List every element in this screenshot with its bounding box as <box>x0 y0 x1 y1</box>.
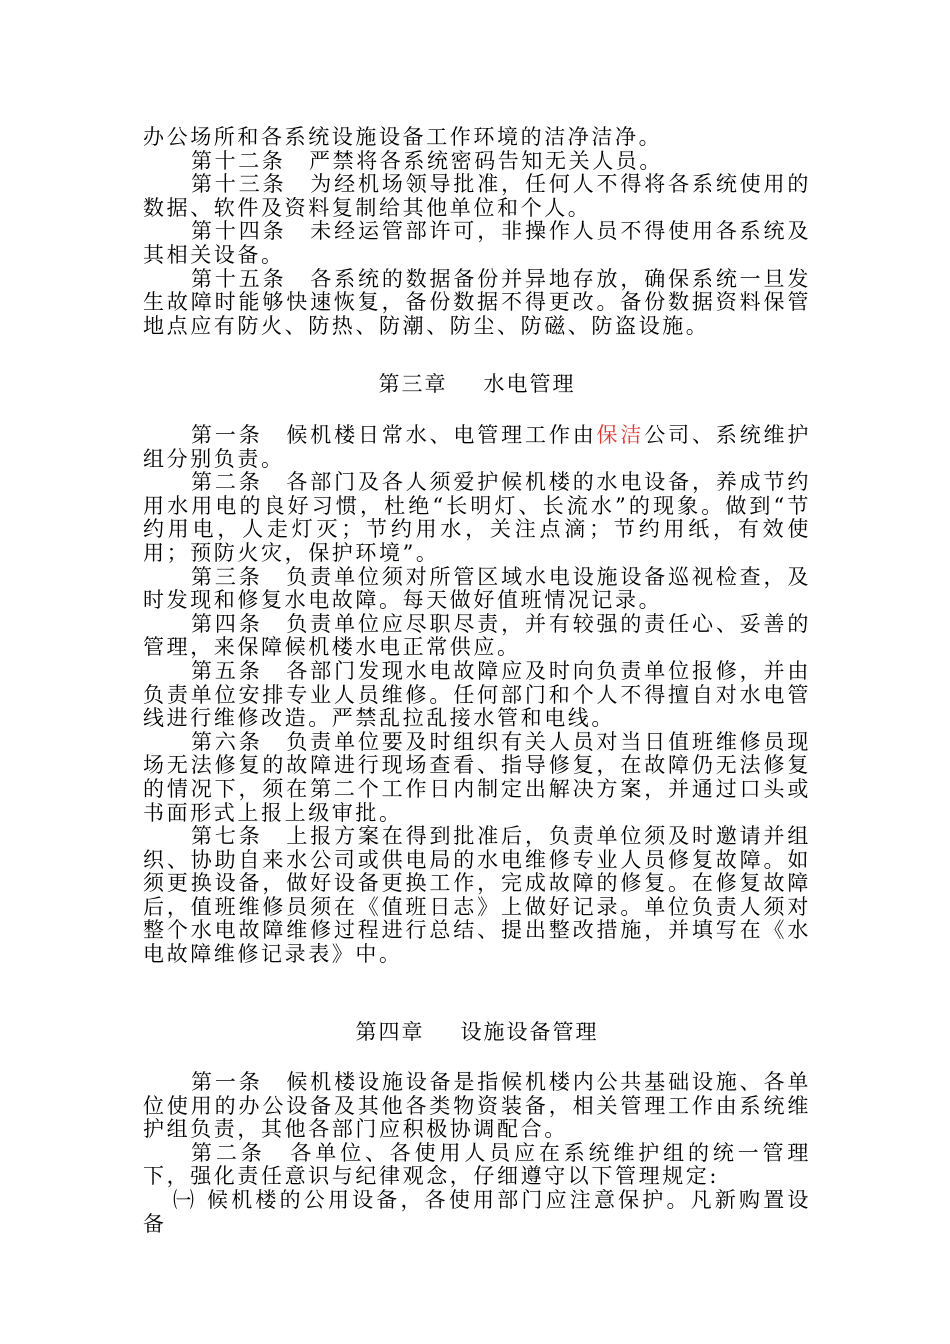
ch3-article-1-text-end: 公司、系统维护组分别负责。 <box>143 423 811 471</box>
chapter-4-number: 第四章 <box>355 1020 425 1044</box>
ch4-item-1: ㈠ 候机楼的公用设备，各使用部门应注意保护。凡新购置设备 <box>143 1187 811 1236</box>
ch3-article-4: 第四条 负责单位应尽职尽责，并有较强的责任心、妥善的管理，来保障候机楼水电正常供应。 <box>143 611 811 660</box>
chapter-4-title: 设施设备管理 <box>460 1020 599 1044</box>
ch3-article-6: 第六条 负责单位要及时组织有关人员对当日值班维修员现场无法修复的故障进行现场查看、指导修复，在故障仍无法修复的情况下，须在第二个工作日内制定出解决方案，并通过口头或书面形式上报上级审批。 <box>143 729 811 825</box>
chapter-3-number: 第三章 <box>378 372 448 396</box>
highlighted-text: 保洁 <box>596 423 645 447</box>
chapter-4-body <box>143 1071 811 1236</box>
chapter-3-heading <box>143 372 811 396</box>
ch3-article-5: 第五条 各部门发现水电故障应及时向负责单位报修，并由负责单位安排专业人员维修。任何部门和个人不得擅自对水电管线进行维修改造。严禁乱拉乱接水管和电线。 <box>143 658 811 731</box>
ch3-article-1-text: 第一条 候机楼日常水、电管理工作由 <box>191 423 597 447</box>
ch3-article-3: 第三条 负责单位须对所管区域水电设施设备巡视检查，及时发现和修复水电故障。每天做好值班情况记录。 <box>143 564 811 613</box>
article-15: 第十五条 各系统的数据备份并异地存放，确保系统一旦发生故障时能够快速恢复，备份数据不得更改。备份数据资料保管地点应有防火、防热、防潮、防尘、防磁、防盗设施。 <box>143 266 811 338</box>
article-12: 第十二条 严禁将各系统密码告知无关人员。 <box>191 148 663 173</box>
chapter-3-body <box>143 424 811 967</box>
chapter-3-title: 水电管理 <box>483 372 576 396</box>
ch4-article-1: 第一条 候机楼设施设备是指候机楼内公共基础设施、各单位使用的办公设备及其他各类物资装备，相关管理工作由系统维护组负责，其他各部门应积极协调配合。 <box>143 1070 811 1142</box>
ch4-article-2: 第二条 各单位、各使用人员应在系统维护组的统一管理下，强化责任意识与纪律观念，仔细遵守以下管理规定: <box>143 1140 811 1189</box>
article-14: 第十四条 未经运管部许可，非操作人员不得使用各系统及其相关设备。 <box>143 219 811 267</box>
section-continuation <box>143 126 811 338</box>
ch3-article-1 <box>143 424 811 471</box>
paragraph: 办公场所和各系统设施设备工作环境的洁净洁净。 <box>143 125 663 149</box>
chapter-4-heading <box>143 1020 811 1044</box>
article-13: 第十三条 为经机场领导批准，任何人不得将各系统使用的数据、软件及资料复制给其他单位和个人。 <box>143 172 811 220</box>
ch3-article-2: 第二条 各部门及各人须爱护候机楼的水电设备，养成节约用水用电的良好习惯，杜绝“长明灯、长流水”的现象。做到“节约用电，人走灯灭；节约用水，关注点滴；节约用纸，有效使用；预防火灾，保护环境”。 <box>143 470 811 565</box>
ch3-article-7: 第七条 上报方案在得到批准后，负责单位须及时邀请并组织、协助自来水公司或供电局的水电维修专业人员修复故障。如须更换设备，做好设备更换工作，完成故障的修复。在修复故障后，值班维修员须在《值班日志》上做好记录。单位负责人须对整个水电故障维修过程进行总结、提出整改措施，并填写在《水电故障维修记录表》中。 <box>143 824 811 967</box>
